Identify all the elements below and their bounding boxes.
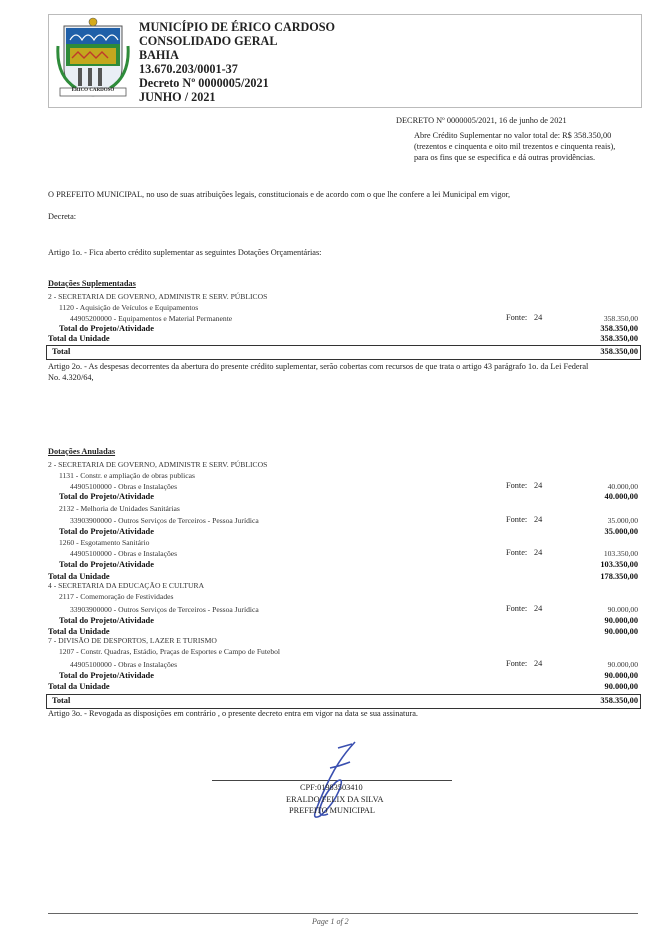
article-2-line-1: Artigo 2o. - As despesas decorrentes da abertura do presente crédito suplementar, serão cobertas com recursos de que trata o artigo 43 parágrafo 1o. da Lei Federal bbox=[48, 362, 589, 371]
anu-total-projeto-value-2: 35.000,00 bbox=[604, 527, 638, 536]
anu-total-unidade-value-1: 178.350,00 bbox=[600, 572, 638, 581]
sup-total-projeto-value: 358.350,00 bbox=[600, 324, 638, 333]
anu-total-projeto-label-4: Total do Projeto/Atividade bbox=[59, 616, 154, 625]
sup-total-value: 358.350,00 bbox=[600, 347, 638, 356]
anu-fonte-code-3: 24 bbox=[534, 548, 543, 557]
sup-project: 1120 - Aquisição de Veículos e Equipamentos bbox=[59, 303, 199, 312]
anu-project-1: 1131 - Constr. e ampliação de obras publicas bbox=[59, 471, 195, 480]
anu-item-2: 33903900000 - Outros Serviços de Terceiros - Pessoa Jurídica bbox=[70, 516, 259, 525]
decreta: Decreta: bbox=[48, 212, 77, 221]
anu-total-unidade-label-3: Total da Unidade bbox=[48, 682, 110, 691]
anu-project-2: 2132 - Melhoria de Unidades Sanitárias bbox=[59, 504, 180, 513]
anu-fonte-code-4: 24 bbox=[534, 604, 543, 613]
anu-fonte-label-4: Fonte: bbox=[506, 604, 528, 613]
anuladas-heading: Dotações Anuladas bbox=[48, 447, 116, 456]
anu-fonte-code-1: 24 bbox=[534, 481, 543, 490]
anu-item-value-1: 40.000,00 bbox=[607, 482, 638, 491]
signature-name: ERALDO FELIX DA SILVA bbox=[286, 795, 384, 804]
decree-summary-1: Abre Crédito Suplementar no valor total de: R$ 358.350,00 bbox=[414, 131, 612, 140]
footer-rule bbox=[48, 913, 638, 914]
anu-item-4: 33903900000 - Outros Serviços de Terceiros - Pessoa Jurídica bbox=[70, 605, 259, 614]
anu-total-projeto-label-5: Total do Projeto/Atividade bbox=[59, 671, 154, 680]
anu-fonte-label-3: Fonte: bbox=[506, 548, 528, 557]
anu-item-value-5: 90.000,00 bbox=[607, 660, 638, 669]
sup-fonte-label: Fonte: bbox=[506, 313, 528, 322]
entity-name: CONSOLIDADO GERAL bbox=[139, 34, 278, 48]
anu-item-value-4: 90.000,00 bbox=[607, 605, 638, 614]
municipal-crest bbox=[56, 16, 130, 100]
anu-item-3: 44905100000 - Obras e Instalações bbox=[70, 549, 178, 558]
anu-total-unidade-label-1: Total da Unidade bbox=[48, 572, 110, 581]
article-2-line-2: No. 4.320/64, bbox=[48, 373, 94, 382]
state-name: BAHIA bbox=[139, 48, 179, 62]
anu-fonte-code-2: 24 bbox=[534, 515, 543, 524]
anu-total-unidade-value-3: 90.000,00 bbox=[604, 682, 638, 691]
anu-fonte-label-2: Fonte: bbox=[506, 515, 528, 524]
anu-total-label: Total bbox=[52, 696, 71, 705]
anu-item-5: 44905100000 - Obras e Instalações bbox=[70, 660, 178, 669]
sup-unit: 2 - SECRETARIA DE GOVERNO, ADMINISTR E SERV. PÚBLICOS bbox=[48, 292, 268, 301]
anu-fonte-label-5: Fonte: bbox=[506, 659, 528, 668]
header-frame bbox=[48, 14, 642, 108]
municipality-name: MUNICÍPIO DE ÉRICO CARDOSO bbox=[139, 20, 336, 34]
preamble: O PREFEITO MUNICIPAL, no uso de suas atribuições legais, constitucionais e de acordo com o que lhe confere a lei Municipal em vigor, bbox=[48, 190, 511, 199]
sup-total-label: Total bbox=[52, 347, 71, 356]
sup-fonte-code: 24 bbox=[534, 313, 543, 322]
article-1: Artigo 1o. - Fica aberto crédito suplementar as seguintes Dotações Orçamentárias: bbox=[48, 248, 322, 257]
anu-total-projeto-label-1: Total do Projeto/Atividade bbox=[59, 492, 154, 501]
signature-role: PREFEITO MUNICIPAL bbox=[289, 806, 375, 815]
anu-project-4: 2117 - Comemoração de Festividades bbox=[59, 592, 174, 601]
anu-total-projeto-value-4: 90.000,00 bbox=[604, 616, 638, 625]
anu-fonte-code-5: 24 bbox=[534, 659, 543, 668]
anu-total-projeto-label-2: Total do Projeto/Atividade bbox=[59, 527, 154, 536]
anu-total-projeto-label-3: Total do Projeto/Atividade bbox=[59, 560, 154, 569]
crest-banner-text: ÉRICO CARDOSO bbox=[71, 88, 115, 93]
article-3: Artigo 3o. - Revogada as disposições em contrário , o presente decreto entra em vigor na data se sua assinatura. bbox=[48, 709, 419, 718]
anu-unit-2: 4 - SECRETARIA DA EDUCAÇÃO E CULTURA bbox=[48, 581, 205, 590]
anu-project-3: 1260 - Esgotamento Sanitário bbox=[59, 538, 150, 547]
decree-title-line: DECRETO Nº 0000005/2021, 16 de junho de 2021 bbox=[396, 116, 567, 125]
anu-total-value: 358.350,00 bbox=[600, 696, 638, 705]
decree-number: Decreto Nº 0000005/2021 bbox=[139, 76, 269, 90]
decree-summary-2: (trezentos e cinquenta e oito mil trezentos e cinquenta reais), bbox=[414, 142, 616, 151]
anu-total-unidade-label-2: Total da Unidade bbox=[48, 627, 110, 636]
sup-total-projeto-label: Total do Projeto/Atividade bbox=[59, 324, 154, 333]
anu-unit-1: 2 - SECRETARIA DE GOVERNO, ADMINISTR E SERV. PÚBLICOS bbox=[48, 460, 268, 469]
anu-total-projeto-value-3: 103.350,00 bbox=[600, 560, 638, 569]
anu-item-value-2: 35.000,00 bbox=[607, 516, 638, 525]
anu-item-1: 44905100000 - Obras e Instalações bbox=[70, 482, 178, 491]
decree-summary-3: para os fins que se especifica e dá outras providências. bbox=[414, 153, 596, 162]
sup-item: 44905200000 - Equipamentos e Material Permanente bbox=[70, 314, 233, 323]
sup-total-unidade-value: 358.350,00 bbox=[600, 334, 638, 343]
suplementadas-heading: Dotações Suplementadas bbox=[48, 279, 136, 288]
anu-project-5: 1207 - Constr. Quadras, Estádio, Praças de Esportes e Campo de Futebol bbox=[59, 647, 281, 656]
anu-unit-3: 7 - DIVISÃO DE DESPORTOS, LAZER E TURISMO bbox=[48, 636, 217, 645]
signature-cpf: CPF:01983503410 bbox=[300, 783, 363, 792]
anu-total-projeto-value-5: 90.000,00 bbox=[604, 671, 638, 680]
sup-total-unidade-label: Total da Unidade bbox=[48, 334, 110, 343]
anu-fonte-label-1: Fonte: bbox=[506, 481, 528, 490]
anu-total-projeto-value-1: 40.000,00 bbox=[604, 492, 638, 501]
anu-total-unidade-value-2: 90.000,00 bbox=[604, 627, 638, 636]
sup-item-value: 358.350,00 bbox=[603, 314, 638, 323]
anu-item-value-3: 103.350,00 bbox=[603, 549, 638, 558]
period: JUNHO / 2021 bbox=[139, 90, 216, 104]
cnpj: 13.670.203/0001-37 bbox=[139, 62, 238, 76]
page-number: Page 1 of 2 bbox=[312, 917, 349, 926]
